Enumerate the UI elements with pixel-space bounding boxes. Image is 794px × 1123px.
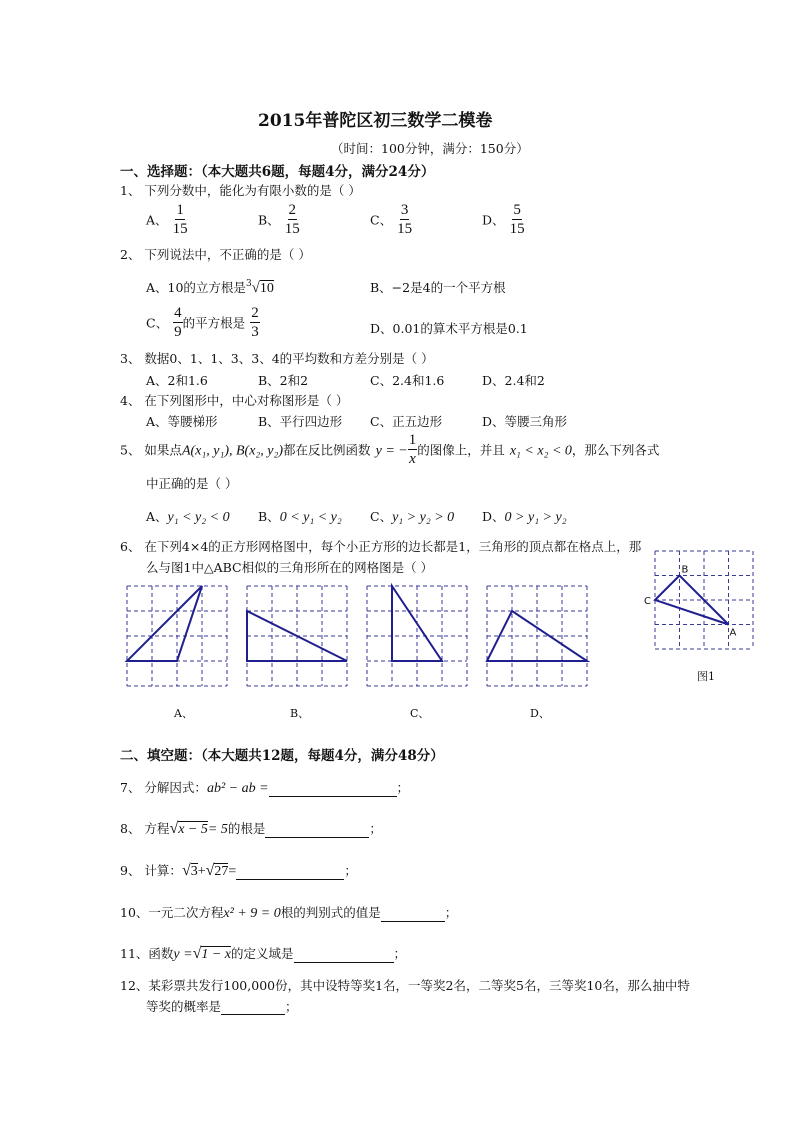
q3-option-d[interactable]: D、2.4和2 [482, 373, 545, 388]
q6-option-b-label[interactable]: B、 [290, 707, 310, 720]
question-7 [120, 777, 409, 797]
q4-option-c[interactable]: C、正五边形 [370, 414, 443, 429]
question-11: 11、函数y =√1 − x的定义域是 ； [120, 945, 407, 962]
option-math: 0 > y₁ > y₂ [504, 510, 567, 525]
triangle-option-a [127, 586, 202, 661]
stem-text: 8、 方程 [120, 821, 170, 836]
option-math: y₁ < y₂ < 0 [167, 510, 230, 525]
answer-blank[interactable] [265, 824, 369, 838]
numerator: 1 [408, 432, 417, 448]
option-label: C、 [370, 509, 393, 524]
function-expression: y = − [375, 443, 408, 459]
stem-text: 7、 分解因式： [120, 780, 207, 795]
option-label: A、 [146, 212, 168, 228]
q3-option-b[interactable]: B、2和2 [258, 373, 309, 388]
option-text: A、10的立方根是 [146, 280, 246, 295]
denominator: 15 [172, 221, 188, 237]
q3-option-c[interactable]: C、2.4和1.6 [370, 373, 445, 388]
option-math: y₁ > y₂ > 0 [392, 510, 455, 525]
punctuation: ； [396, 780, 410, 795]
question-12-line1: 12、某彩票共发行100,000份，其中设特等奖1名，一等奖2名，二等奖5名，三等奖10名，那么抽中特 [120, 978, 690, 993]
stem-text: 的根是 [227, 821, 266, 836]
denominator: x [409, 451, 416, 467]
answer-blank[interactable] [236, 866, 344, 880]
question-5-line2: 中正确的是（ ） [146, 476, 238, 491]
stem-text: 根的判别式的值是 [280, 905, 381, 920]
option-math: 0 < y₁ < y₂ [279, 510, 342, 525]
grid-option-d [487, 586, 587, 686]
stem-text: 都在反比例函数 [283, 442, 371, 458]
vertex-label-c: C [644, 596, 651, 607]
vertex-label-b: B [681, 564, 689, 576]
q2-option-b[interactable]: B、−2是4的一个平方根 [370, 280, 506, 295]
operator: + [197, 864, 206, 879]
question-8: 8、 方程√x − 5= 5的根是 ； [120, 820, 382, 837]
punctuation: ； [369, 821, 382, 836]
numerator: 1 [176, 202, 184, 218]
q6-option-c-label[interactable]: C、 [410, 707, 430, 720]
stem-text: 11、函数 [120, 946, 174, 961]
answer-blank[interactable] [269, 783, 397, 797]
numerator: 2 [251, 305, 259, 321]
answer-blank[interactable] [381, 908, 445, 922]
option-label: C、 [370, 212, 393, 228]
radicand: 10 [259, 281, 274, 296]
q6-option-a-label[interactable]: A、 [174, 707, 193, 720]
q6-option-d-label[interactable]: D、 [530, 707, 550, 720]
punctuation: ； [344, 863, 357, 878]
question-4-stem: 4、 在下列图形中，中心对称图形是（ ） [120, 393, 349, 408]
q4-option-a[interactable]: A、等腰梯形 [146, 414, 218, 429]
vertex-label-a: A [729, 627, 737, 639]
section-heading-fill: 二、填空题：（本大题共12题，每题4分，满分48分） [120, 748, 444, 764]
option-text: 的平方根是 [182, 315, 246, 331]
answer-blank[interactable] [294, 949, 394, 963]
points-expression: A(x₁, y₁), B(x₂, y₂) [181, 443, 284, 459]
numerator: 2 [288, 202, 297, 218]
math-expression: = 5 [207, 822, 228, 837]
denominator: 3 [251, 324, 259, 340]
section-heading-choice: 一、选择题：（本大题共6题，每题4分，满分24分） [120, 164, 435, 180]
question-10 [120, 902, 457, 922]
radicand: 1 − x [201, 947, 232, 962]
stem-text: 等奖的概率是 [146, 999, 222, 1014]
denominator: 9 [174, 324, 182, 340]
denominator: 15 [509, 221, 525, 237]
operator: = [228, 864, 237, 879]
option-label: C、 [146, 315, 169, 331]
question-2-stem: 2、 下列说法中，不正确的是（ ） [120, 247, 311, 262]
question-1-stem: 1、 下列分数中，能化为有限小数的是（ ） [120, 183, 361, 198]
radicand: 3 [190, 864, 198, 879]
stem-text: 9、 计算： [120, 863, 182, 878]
math-expression: x² + 9 = 0 [223, 906, 281, 921]
grid-option-c [367, 586, 467, 686]
stem-text: 的图像上，并且 [417, 442, 505, 458]
question-12-line2 [146, 996, 298, 1015]
option-label: B、 [258, 212, 280, 228]
math-expression: y = [173, 947, 193, 962]
option-label: D、 [482, 212, 505, 228]
denominator: 15 [284, 221, 300, 237]
numerator: 5 [513, 202, 521, 218]
q4-option-b[interactable]: B、平行四边形 [258, 414, 343, 429]
radicand: 27 [214, 864, 229, 879]
option-label: D、 [482, 509, 505, 524]
punctuation: ； [444, 905, 458, 920]
question-6-line1: 6、 在下列4×4的正方形网格图中，每个小正方形的边长都是1，三角形的顶点都在格点上，那 [120, 539, 642, 554]
numerator: 3 [400, 202, 409, 218]
punctuation: ； [393, 946, 407, 961]
radicand: x − 5 [178, 822, 208, 837]
q2-option-a[interactable]: A、10的立方根是$^3$√10 [146, 279, 274, 296]
exam-subtitle: （时间：100分钟，满分：150分） [331, 141, 529, 156]
stem-text: ，那么下列各式 [571, 442, 660, 458]
page-title: 2015年普陀区初三数学二模卷 [258, 111, 493, 131]
condition-expression: x₁ < x₂ < 0 [509, 443, 572, 459]
question-3-stem: 3、 数据0、1、1、3、3、4的平均数和方差分别是（ ） [120, 351, 434, 366]
numerator: 4 [174, 305, 182, 321]
question-9: 9、 计算：√3+√27= ； [120, 862, 357, 879]
math-expression: ab² − ab = [206, 781, 269, 796]
denominator: 15 [397, 221, 413, 237]
question-6-line2: 么与图1中△ABC相似的三角形所在的网格图是（ ） [146, 560, 434, 575]
punctuation: ； [285, 999, 298, 1014]
stem-text: 10、一元二次方程 [120, 905, 224, 920]
answer-blank[interactable] [221, 1001, 285, 1015]
figure-1-caption: 图1 [697, 670, 715, 683]
option-label: B、 [258, 509, 280, 524]
q3-option-a[interactable]: A、2和1.6 [146, 373, 208, 388]
stem-text: 的定义域是 [231, 946, 294, 961]
grid-option-a [127, 586, 227, 686]
option-label: A、 [146, 509, 168, 524]
stem-text: 5、 如果点 [120, 442, 182, 458]
q2-option-d[interactable]: D、0.01的算术平方根是0.1 [370, 321, 528, 336]
q4-option-d[interactable]: D、等腰三角形 [482, 414, 568, 429]
